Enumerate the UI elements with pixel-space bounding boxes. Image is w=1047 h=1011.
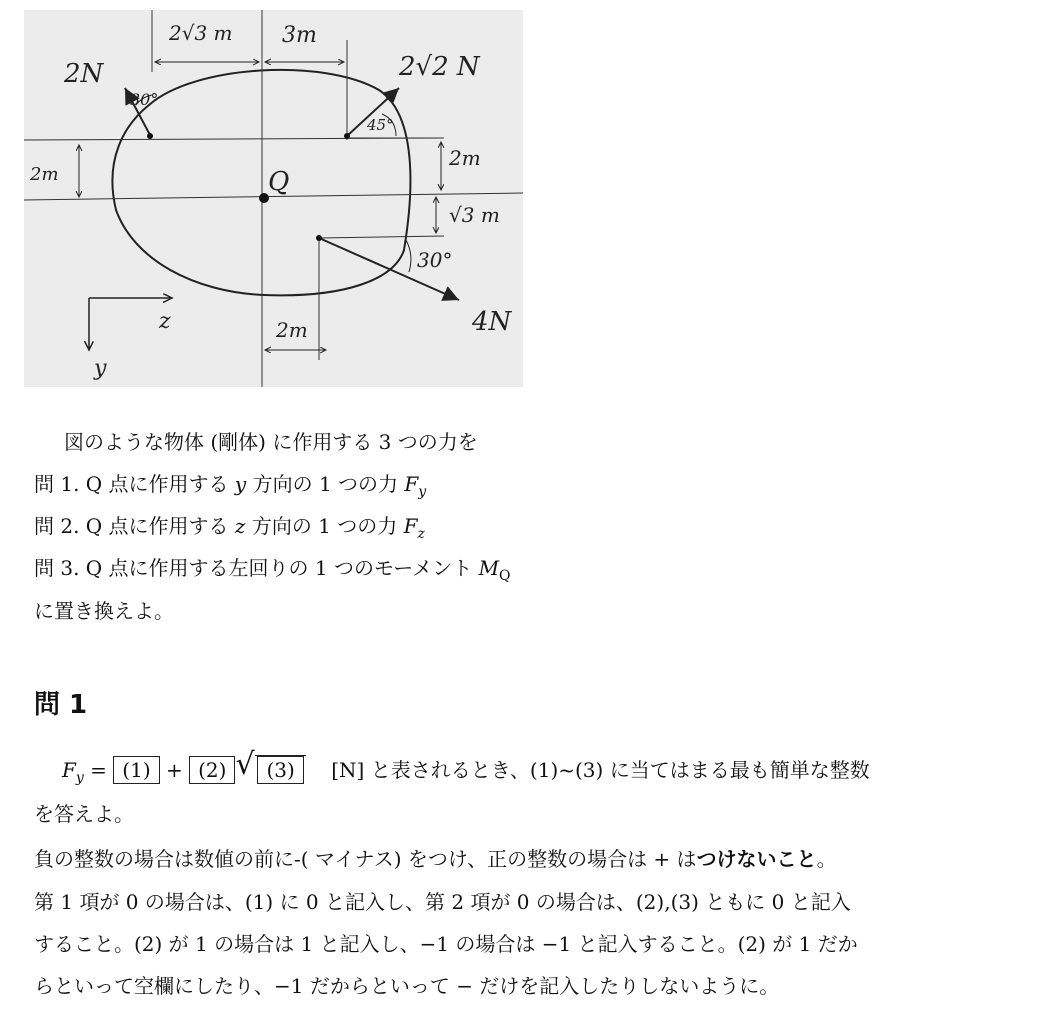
label-q: Q [268,167,290,197]
answer-box-3[interactable]: (3) [257,756,303,784]
section-line-4: 第 1 項が 0 の場合は、(1) に 0 と記入し、第 2 項が 0 の場合は、(2),(3) ともに 0 と記入 [34,890,851,914]
label-2m-bottom: 2m [276,318,308,342]
point-2root2n-application [344,133,350,139]
question-3-line [34,554,511,590]
question-2-line [34,512,425,548]
eq-force-subscript: y [75,770,84,786]
label-root3m: √3 m [449,203,500,227]
label-angle-30-top: 30° [130,90,159,109]
label-4n: 4N [472,307,512,337]
section-line-3 [34,845,837,873]
label-2m-right: 2m [449,146,481,170]
q2-force-symbol: F [403,514,418,538]
sqrt-sign-icon: √ [235,747,255,782]
section-heading: 問 1 [34,690,88,720]
eq-force-symbol: F [62,758,76,782]
label-angle-45: 45° [367,116,394,134]
q1-force-symbol: F [404,472,419,496]
label-2n: 2N [64,59,104,89]
sqrt-bar [255,755,305,784]
q2-force-subscript: z [417,526,425,542]
label-2root3m: 2√3 m [169,21,233,45]
point-4n-application [316,235,322,241]
diagram-figure [24,10,523,387]
section-line-5: すること。(2) が 1 の場合は 1 と記入し、−1 の場合は −1 と記入すること。(2) が 1 だか [34,932,858,956]
label-3m: 3m [282,23,317,48]
q2-var: z [234,514,246,538]
question-1-line [34,470,426,506]
q1-mid: 方向の 1 つの力 [246,472,405,496]
intro-line-1: 図のような物体 (剛体) に作用する 3 つの力を [64,430,478,454]
eq-tail: [N] と表されるとき、(1)~(3) に当てはまる最も簡単な整数 [331,758,870,782]
line3-text-a: 負の整数の場合は数値の前に-( マイナス) をつけ、正の整数の場合は + は [34,847,697,871]
label-angle-30-right: 30° [417,248,453,272]
section-line-2: を答えよ。 [34,802,134,826]
q3-moment-subscript: Q [499,568,511,584]
q3-moment-symbol: M [478,556,500,580]
q1-var: y [234,472,247,496]
q1-prefix: 問 1. Q 点に作用する [34,472,235,496]
label-2root2n: 2√2 N [399,52,480,82]
q2-mid: 方向の 1 つの力 [245,514,404,538]
answer-box-1[interactable]: (1) [113,756,159,784]
q2-prefix: 問 2. Q 点に作用する [34,514,235,538]
label-2m-left: 2m [30,164,59,185]
point-2n-application [147,133,153,139]
section-line-6: らといって空欄にしたり、−1 だからといって − だけを記入したりしないように。 [34,974,780,998]
label-axis-z: z [159,309,171,334]
label-axis-y: y [94,356,107,381]
answer-box-2[interactable]: (2) [189,756,235,784]
eq-equals: = [83,758,114,782]
intro-line-5: に置き換えよ。 [34,599,174,623]
sqrt-group [235,747,305,784]
eq-plus: + [166,758,183,782]
q3-prefix: 問 3. Q 点に作用する左回りの 1 つのモーメント [34,556,479,580]
line3-emphasis: つけないこと [696,847,817,871]
line3-text-c: 。 [816,847,837,871]
equation-line [62,747,870,792]
q1-force-subscript: y [418,484,427,500]
